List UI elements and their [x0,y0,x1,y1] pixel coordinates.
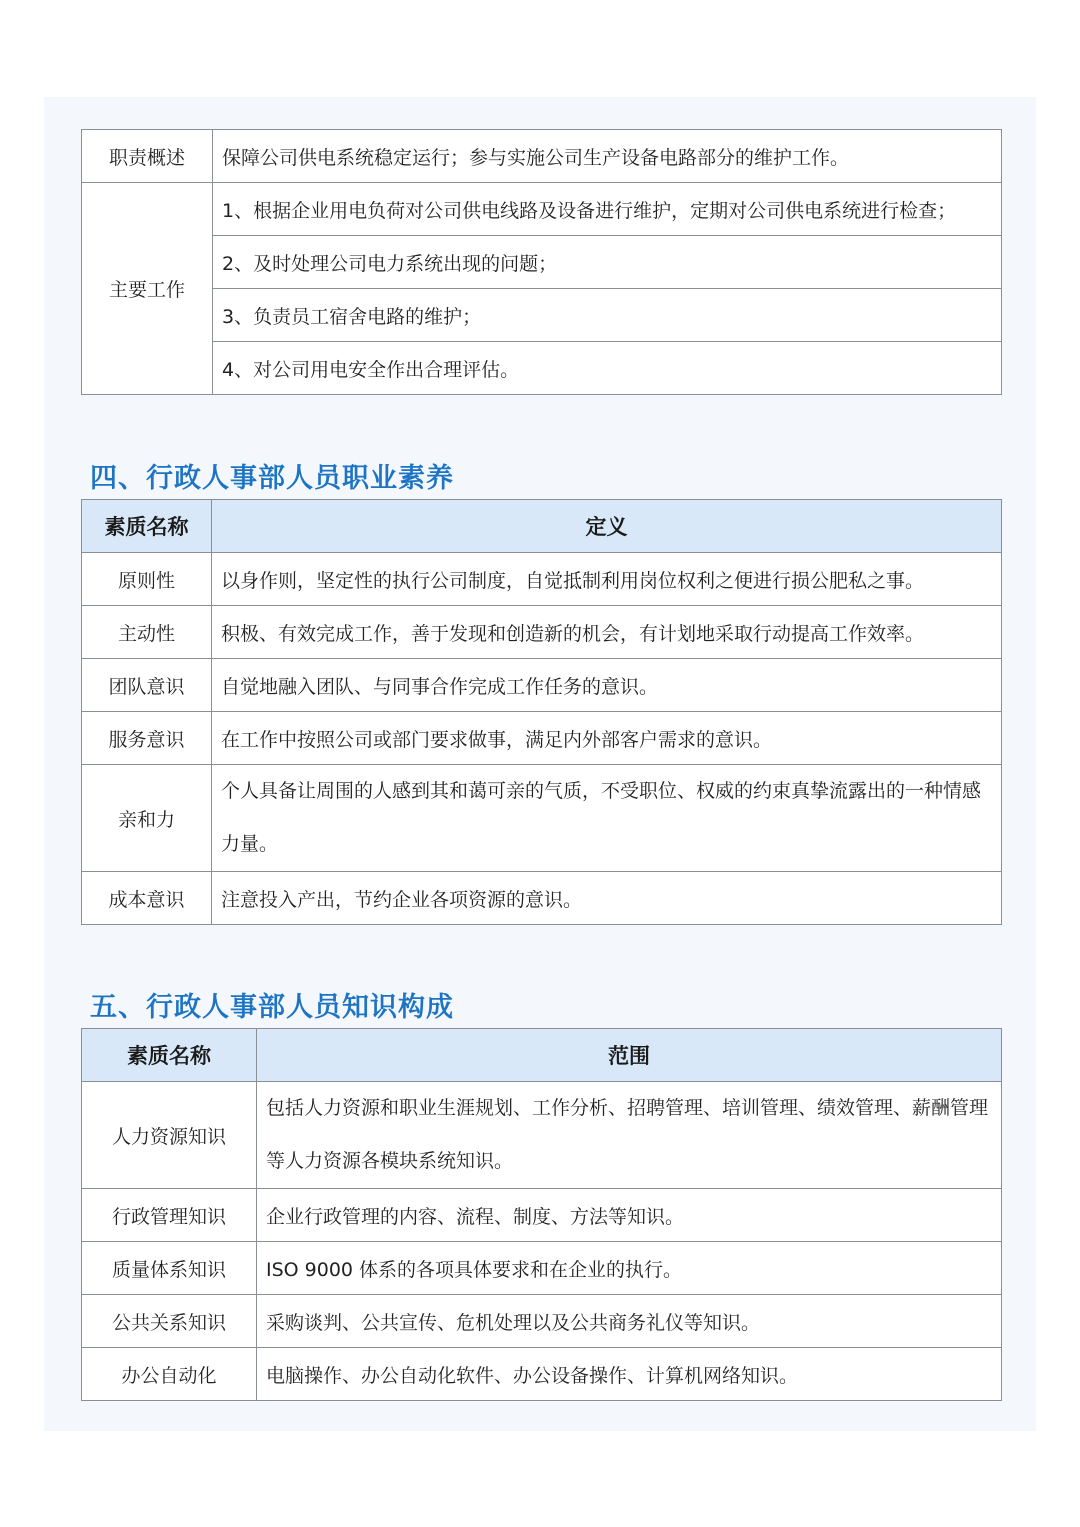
table-header-row [82,500,1002,553]
table-row [82,553,1002,606]
knowledge-name: 人力资源知识 [82,1082,257,1189]
table-row [82,289,1002,342]
main-work-item: 4、对公司用电安全作出合理评估。 [213,342,1002,395]
column-header-name: 素质名称 [82,1029,257,1082]
table-row [82,130,1002,183]
main-work-item: 1、根据企业用电负荷对公司供电线路及设备进行维护，定期对公司供电系统进行检查； [213,183,1002,236]
knowledge-name: 办公自动化 [82,1348,257,1401]
table-row [82,872,1002,925]
quality-definition: 自觉地融入团队、与同事合作完成工作任务的意识。 [212,659,1002,712]
knowledge-scope: 包括人力资源和职业生涯规划、工作分析、招聘管理、培训管理、绩效管理、薪酬管理等人力资源各模块系统知识。 [257,1082,1002,1189]
knowledge-scope: 电脑操作、办公自动化软件、办公设备操作、计算机网络知识。 [257,1348,1002,1401]
section-title-professional-quality: 四、行政人事部人员职业素养 [90,463,454,494]
column-header-scope: 范围 [257,1029,1002,1082]
quality-name: 服务意识 [82,712,212,765]
column-header-name: 素质名称 [82,500,212,553]
main-work-label: 主要工作 [82,183,213,395]
overview-label: 职责概述 [82,130,213,183]
table-row [82,606,1002,659]
table-row [82,765,1002,872]
quality-definition: 个人具备让周围的人感到其和蔼可亲的气质，不受职位、权威的约束真挚流露出的一种情感力量。 [212,765,1002,872]
table-header-row [82,1029,1002,1082]
quality-definition: 以身作则，坚定性的执行公司制度，自觉抵制利用岗位权利之便进行损公肥私之事。 [212,553,1002,606]
table-row [82,1348,1002,1401]
quality-definition: 积极、有效完成工作，善于发现和创造新的机会，有计划地采取行动提高工作效率。 [212,606,1002,659]
quality-name: 亲和力 [82,765,212,872]
duty-table [81,129,1002,395]
table-row [82,1189,1002,1242]
section-title-knowledge-structure: 五、行政人事部人员知识构成 [90,992,454,1023]
table-row [82,183,1002,236]
quality-name: 团队意识 [82,659,212,712]
knowledge-scope: 采购谈判、公共宣传、危机处理以及公共商务礼仪等知识。 [257,1295,1002,1348]
quality-name: 成本意识 [82,872,212,925]
knowledge-scope: ISO 9000 体系的各项具体要求和在企业的执行。 [257,1242,1002,1295]
main-work-item: 2、及时处理公司电力系统出现的问题； [213,236,1002,289]
table-row [82,1082,1002,1189]
table-row [82,236,1002,289]
quality-name: 主动性 [82,606,212,659]
table-row [82,712,1002,765]
quality-name: 原则性 [82,553,212,606]
professional-quality-table [81,499,1002,925]
table-row [82,1295,1002,1348]
table-row [82,1242,1002,1295]
knowledge-name: 公共关系知识 [82,1295,257,1348]
knowledge-structure-table [81,1028,1002,1401]
overview-text: 保障公司供电系统稳定运行；参与实施公司生产设备电路部分的维护工作。 [213,130,1002,183]
main-work-item: 3、负责员工宿舍电路的维护； [213,289,1002,342]
knowledge-scope: 企业行政管理的内容、流程、制度、方法等知识。 [257,1189,1002,1242]
table-row [82,342,1002,395]
table-row [82,659,1002,712]
column-header-definition: 定义 [212,500,1002,553]
quality-definition: 在工作中按照公司或部门要求做事，满足内外部客户需求的意识。 [212,712,1002,765]
knowledge-name: 质量体系知识 [82,1242,257,1295]
quality-definition: 注意投入产出，节约企业各项资源的意识。 [212,872,1002,925]
knowledge-name: 行政管理知识 [82,1189,257,1242]
